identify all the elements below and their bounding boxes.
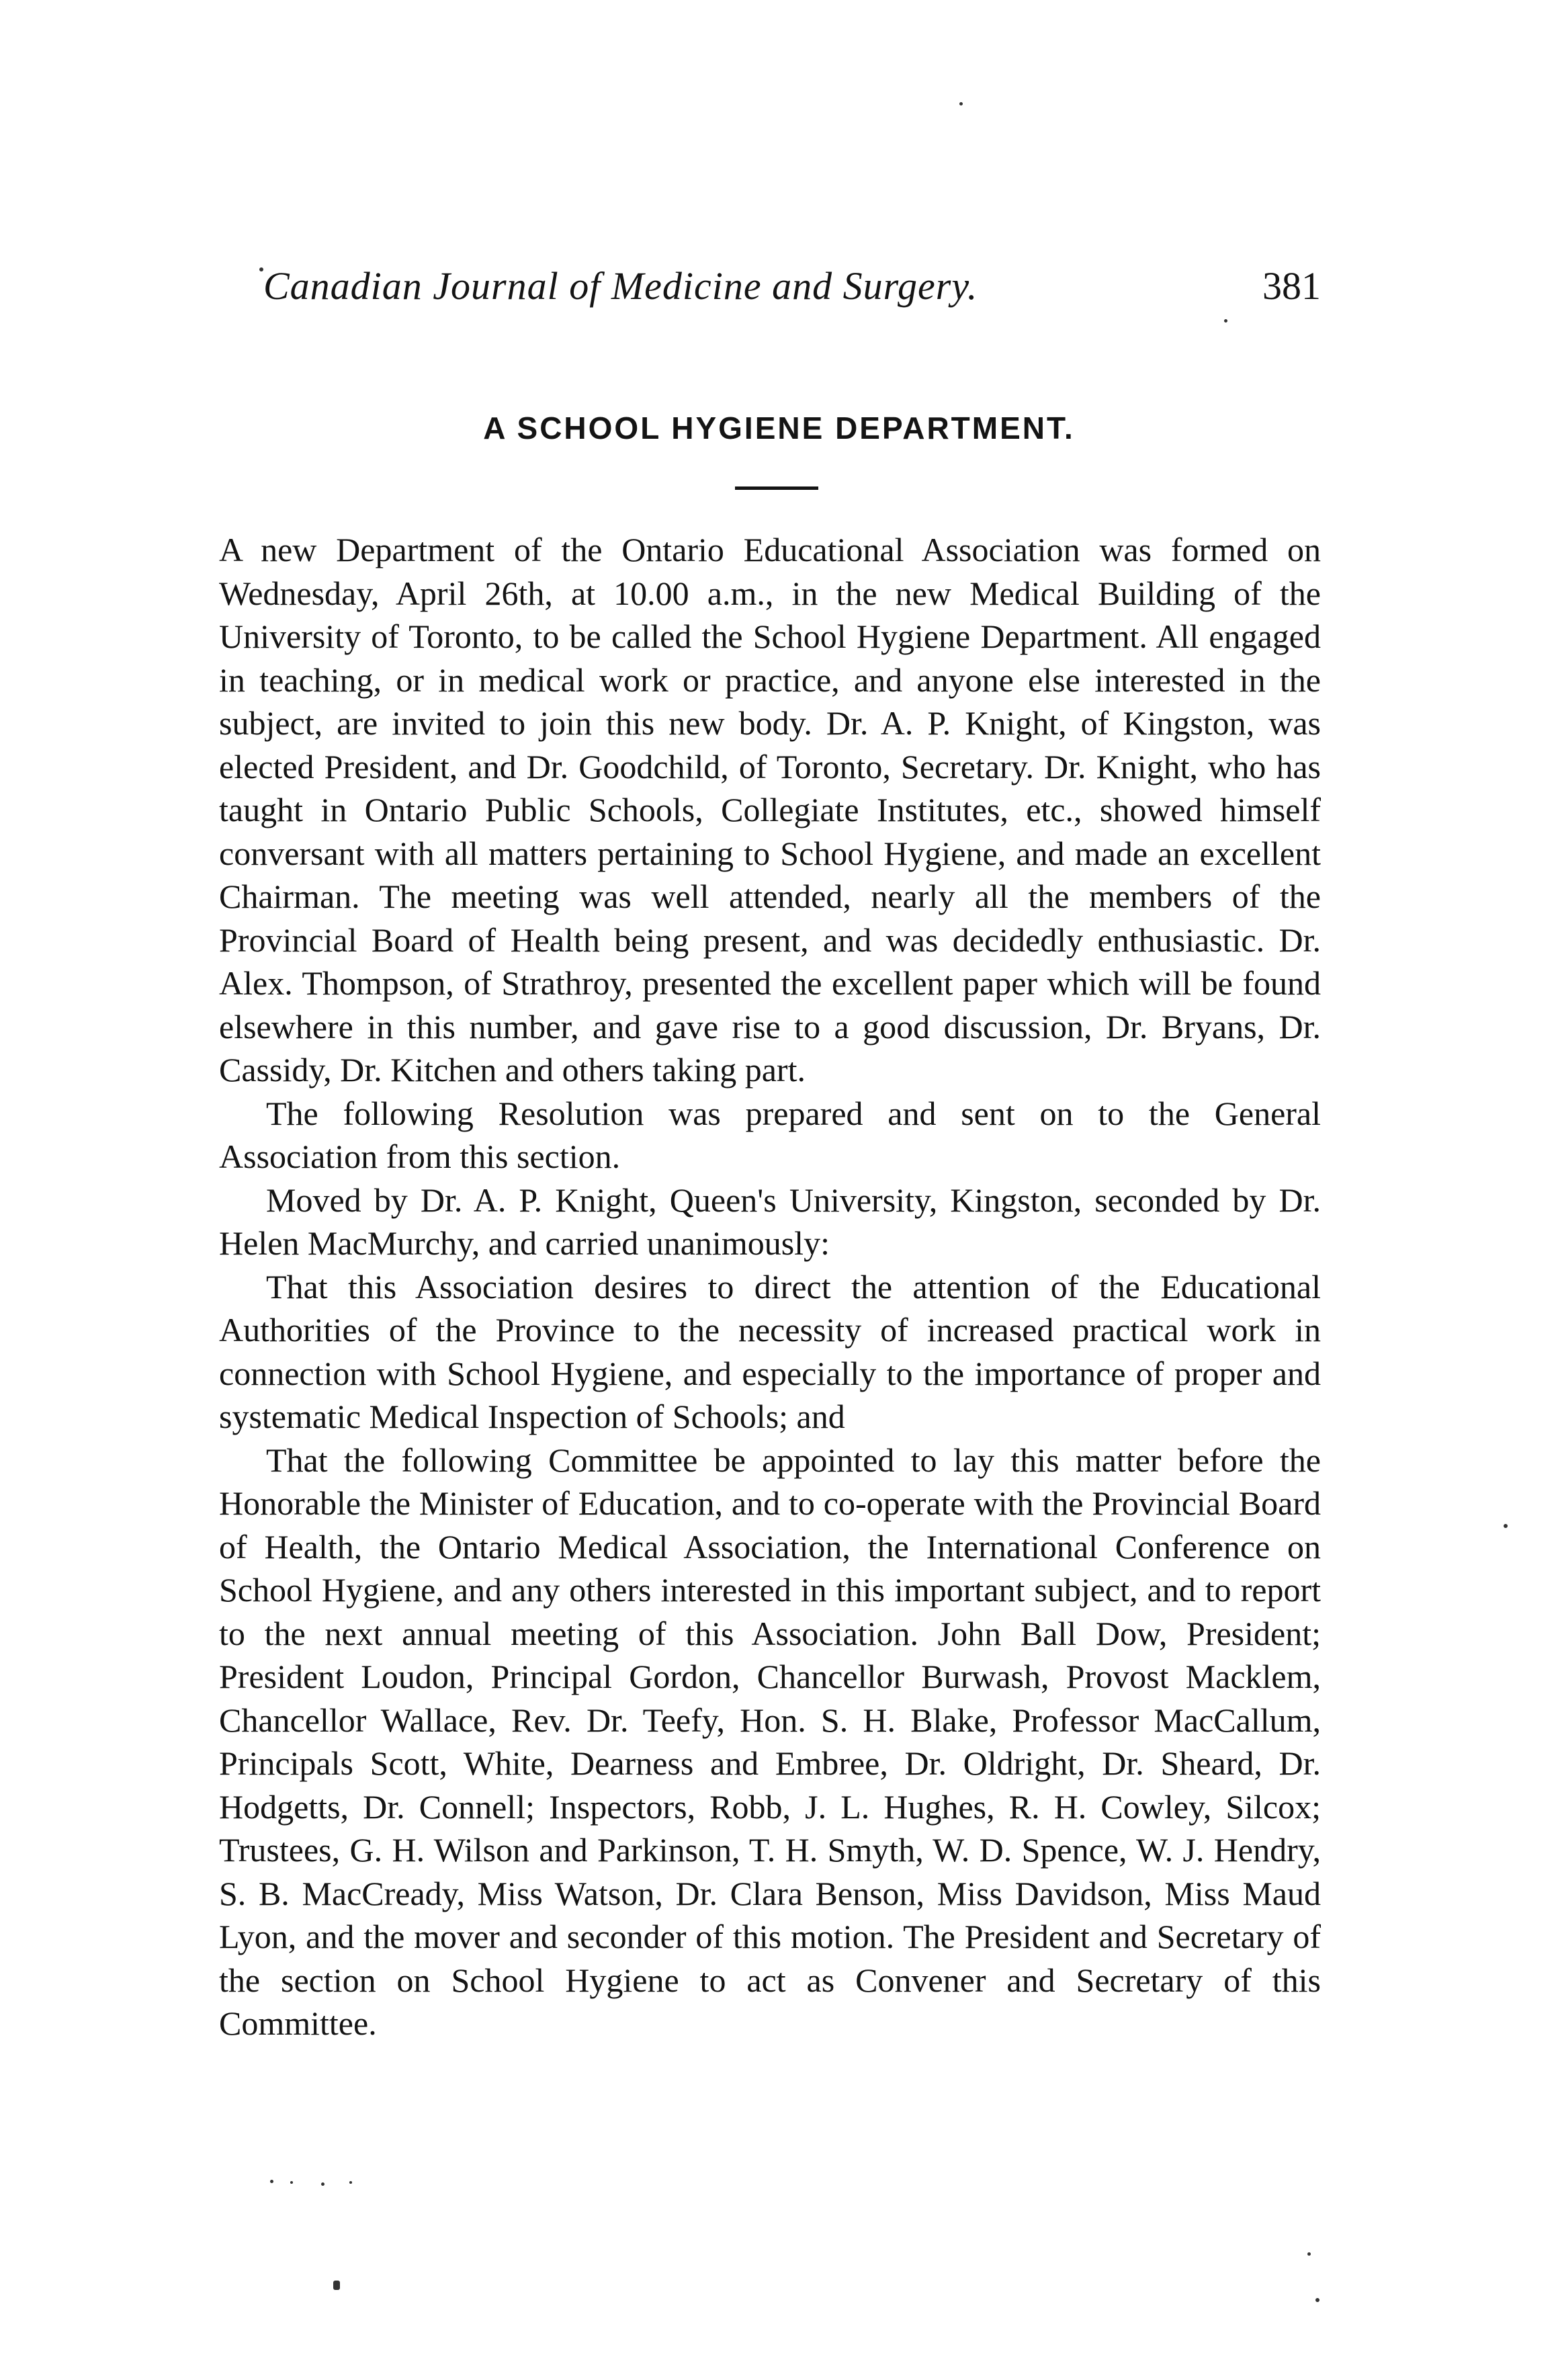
paragraph: The following Resolution was prepared and sent on to the General Association from this section. (219, 1094, 1321, 1175)
scan-speck (1307, 2252, 1311, 2256)
scan-speck (349, 2181, 352, 2184)
scan-speck (290, 2181, 293, 2184)
paragraph: That this Association desires to direct the attention of the Educational Authorities of the Province to the necessity of increased practical work in connection with School Hygiene, and especially to the importance of proper and systematic Medical Inspection of Schools; and (219, 1267, 1321, 1435)
paragraph: Moved by Dr. A. P. Knight, Queen's University, Kingston, seconded by Dr. Helen MacMurchy, and carried unanimously: (219, 1181, 1321, 1262)
page-number: 381 (1262, 264, 1321, 308)
running-head (263, 263, 1321, 317)
journal-title: Canadian Journal of Medicine and Surgery. (263, 264, 978, 308)
scan-speck (321, 2182, 324, 2186)
paragraph: That the following Committee be appointed to lay this matter before the Honorable the Minister of Education, and to co-operate with the Provincial Board of Health, the Ontario Medical Association, the International Conference on School Hygiene, and any others interested in this important subject, and to report to the next annual meeting of this Association. John Ball Dow, President; President Loudon, Principal Gordon, Chancellor Burwash, Provost Macklem, Chancellor Wallace, Rev. Dr. Teefy, Hon. S. H. Blake, Professor MacCallum, Principals Scott, White, Dearness and Embree, Dr. Oldright, Dr. Sheard, Dr. Hodgetts, Dr. Connell; Inspectors, Robb, J. L. Hughes, R. H. Cowley, Silcox; Trustees, G. H. Wilson and Parkinson, T. H. Smyth, W. D. Spence, W. J. Hendry, S. B. MacCready, Miss Watson, Dr. Clara Benson, Miss Davidson, Miss Maud Lyon, and the mover and seconder of this motion. The President and Secretary of the section on School Hygiene to act as Convener and Secretary of this Committee. (219, 1441, 1321, 2042)
scan-speck (333, 2281, 340, 2290)
title-rule (735, 486, 818, 490)
scan-speck (270, 2180, 273, 2183)
paragraph: A new Department of the Ontario Educational Association was formed on Wednesday, April 26th, at 10.00 a.m., in the new Medical Building of the University of Toronto, to be called the School Hygiene Department. All engaged in teaching, or in medical work or practice, and anyone else interested in the subject, are invited to join this new body. Dr. A. P. Knight, of Kingston, was elected President, and Dr. Goodchild, of Toronto, Secretary. Dr. Knight, who has taught in Ontario Public Schools, Collegiate Institutes, etc., showed himself conversant with all matters pertaining to School Hygiene, and made an excellent Chairman. The meeting was well attended, nearly all the members of the Provincial Board of Health being present, and was decidedly enthusiastic. Dr. Alex. Thompson, of Strathroy, presented the excellent paper which will be found elsewhere in this number, and gave rise to a good discussion, Dr. Bryans, Dr. Cassidy, Dr. Kitchen and others taking part. (219, 531, 1321, 1089)
scan-speck (959, 102, 963, 105)
article-body (219, 528, 1321, 2045)
scan-speck (259, 267, 263, 271)
article-title: A SCHOOL HYGIENE DEPARTMENT. (483, 411, 1075, 445)
scan-speck (1224, 319, 1227, 323)
scan-speck (1504, 1524, 1508, 1528)
scan-speck (1315, 2298, 1319, 2302)
